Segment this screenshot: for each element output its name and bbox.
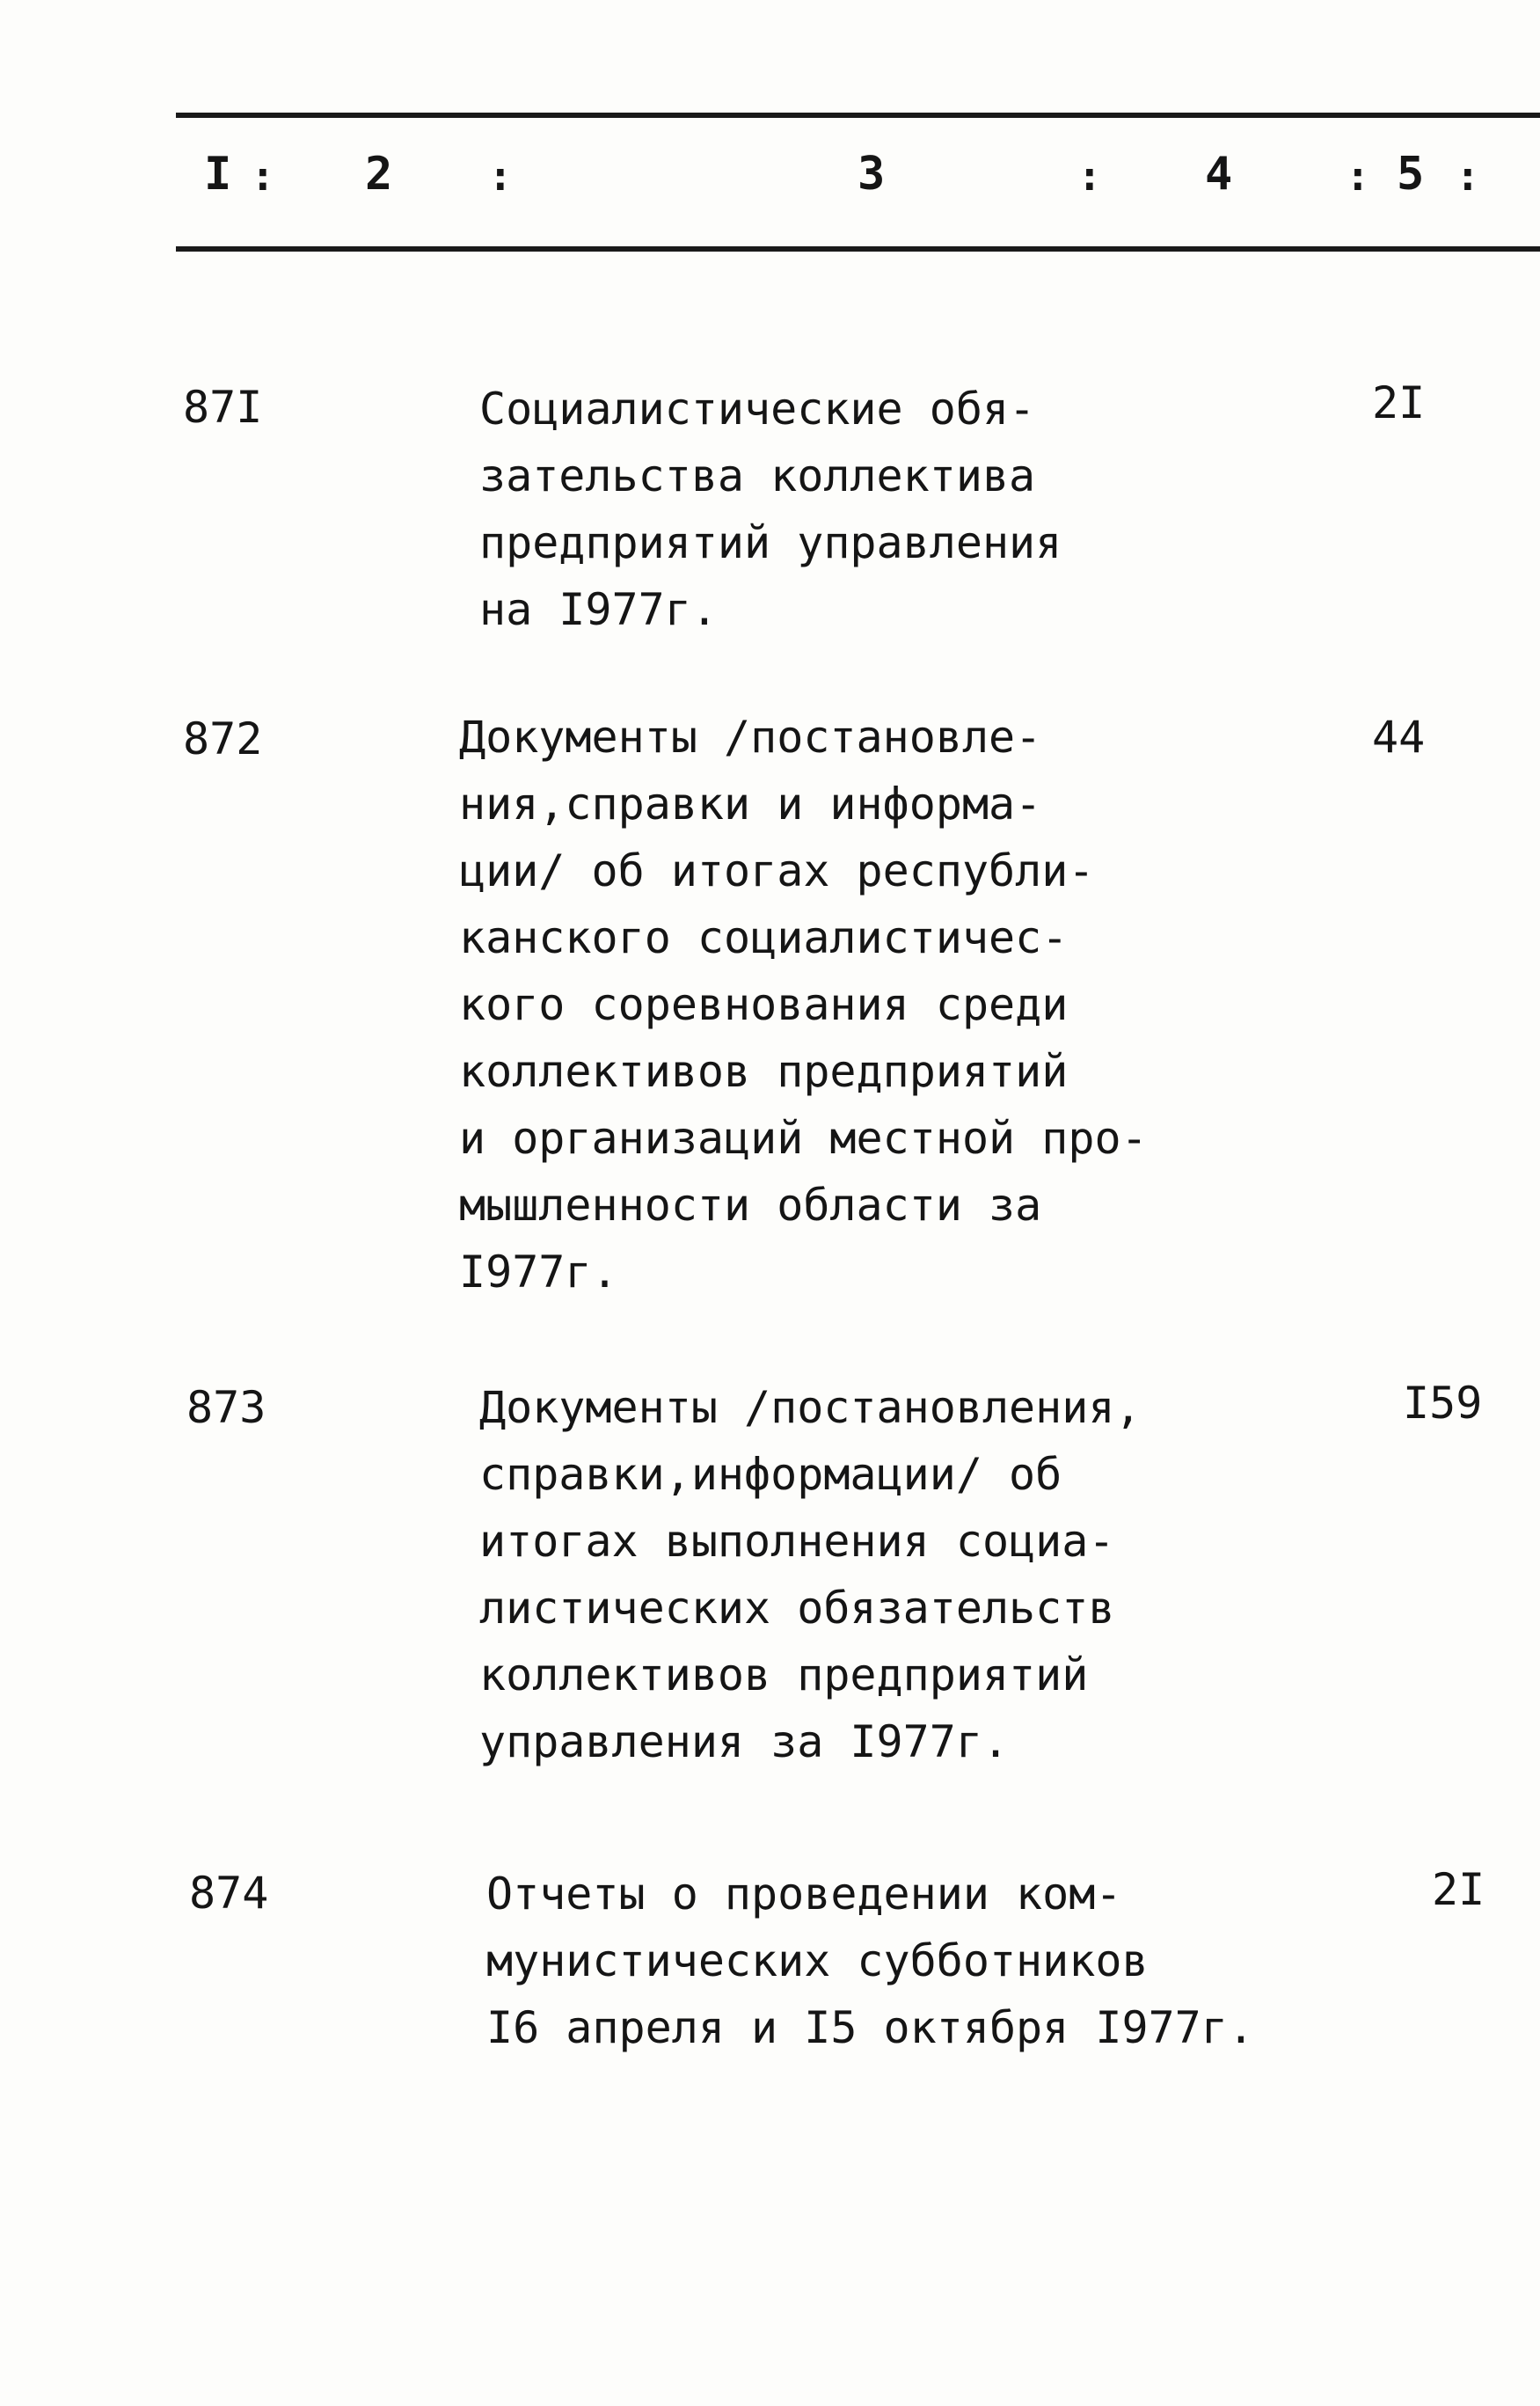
table-header-top-rule [176, 113, 1540, 118]
column-header-2: 2 [365, 148, 393, 201]
column-separator: : [251, 152, 275, 200]
entry-sheet-count: I59 [1403, 1378, 1483, 1429]
entry-sheet-count: 2I [1432, 1864, 1485, 1915]
column-separator: : [1346, 152, 1370, 200]
column-separator: : [1077, 152, 1102, 200]
entry-number: 87I [183, 382, 263, 433]
entry-number: 873 [186, 1382, 266, 1433]
entry-title: Социалистические обя- зательства коллектива предприятий управления на I977г. [479, 384, 1062, 635]
column-header-3: 3 [858, 148, 886, 201]
column-header-5: 5 [1397, 148, 1425, 201]
entry-number: 874 [189, 1868, 269, 1919]
entry-sheet-count: 2I [1372, 377, 1426, 428]
entry-title: Документы /постановле- ния,справки и информа- ции/ об итогах республи- канского социалистичес- кого соревнования среди коллективов предприятий и организаций местной про- мышленности области за I977г. [459, 712, 1148, 1298]
column-header-1: I [204, 148, 232, 201]
column-separator: : [1456, 152, 1480, 200]
entry-title: Документы /постановления, справки,информации/ об итогах выполнения социа- листических обязательств коллективов предприятий управления за I977г. [479, 1382, 1142, 1767]
entry-title: Отчеты о проведении ком- мунистических субботников I6 апреля и I5 октября I977г. [486, 1868, 1254, 2053]
entry-number: 872 [183, 713, 263, 764]
column-separator: : [488, 152, 513, 200]
table-header-bottom-rule [176, 246, 1540, 252]
entry-sheet-count: 44 [1372, 712, 1426, 763]
column-header-4: 4 [1205, 148, 1233, 201]
